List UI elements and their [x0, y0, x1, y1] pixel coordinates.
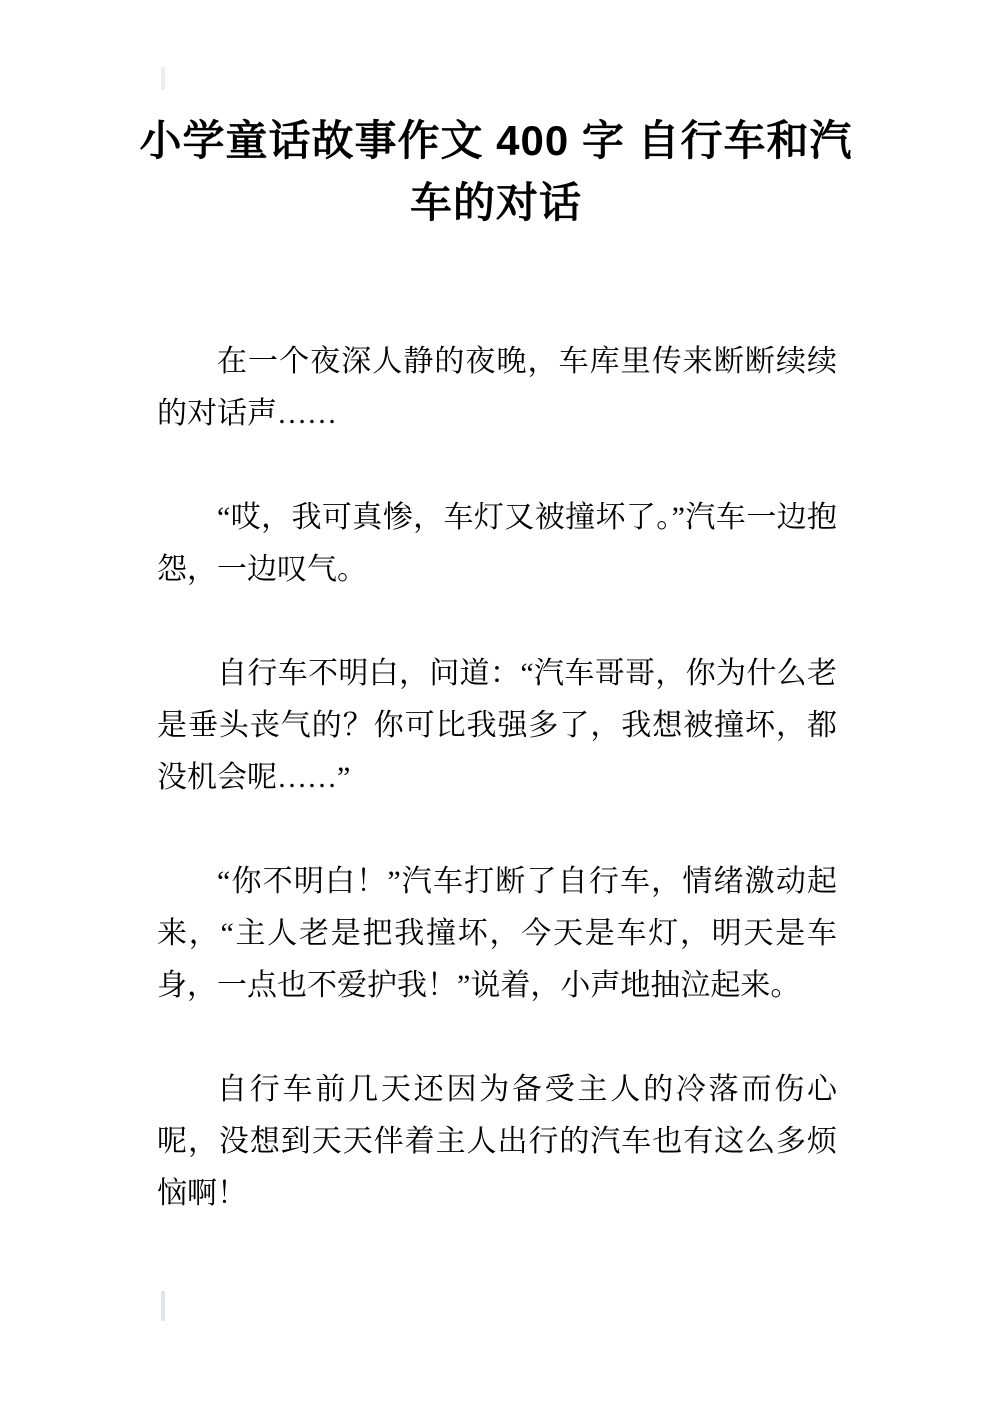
page-edge-artifact-top: [161, 67, 165, 90]
paragraph-5: 自行车前几天还因为备受主人的冷落而伤心呢，没想到天天伴着主人出行的汽车也有这么多烦恼啊！: [157, 1073, 837, 1210]
document-body: [157, 336, 837, 1220]
paragraph-1: 在一个夜深人静的夜晚，车库里传来断断续续的对话声……: [157, 345, 837, 430]
paragraph-4: “你不明白！”汽车打断了自行车，情绪激动起来，“主人老是把我撞坏，今天是车灯，明天是车身，一点也不爱护我！”说着，小声地抽泣起来。: [157, 865, 837, 1002]
paragraph-2: “哎，我可真惨，车灯又被撞坏了。”汽车一边抱怨，一边叹气。: [157, 501, 837, 586]
title-line-2: 车的对话: [409, 179, 582, 226]
title-line-1: 小学童话故事作文 400 字 自行车和汽: [139, 117, 853, 164]
paragraph-3: 自行车不明白，问道：“汽车哥哥，你为什么老是垂头丧气的？你可比我强多了，我想被撞坏，都没机会呢……”: [157, 657, 837, 794]
page-edge-artifact-bottom: [161, 1291, 165, 1321]
document-title: [136, 110, 856, 234]
